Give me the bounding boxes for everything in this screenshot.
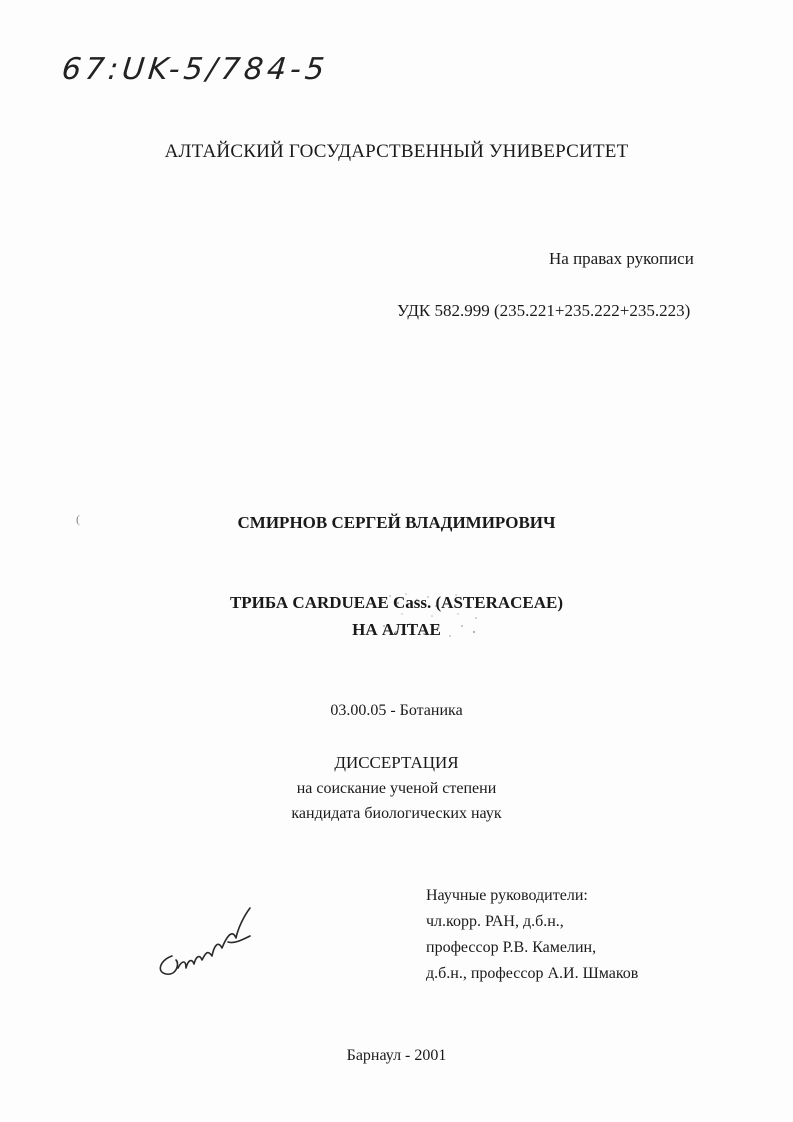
manuscript-note: На правах рукописи [549,249,694,268]
dissertation-title-line-2: НА АЛТАЕ [352,620,441,639]
margin-mark: ( [76,512,80,526]
udc-code: УДК 582.999 (235.221+235.222+235.223) [397,301,691,320]
archive-code-handwritten: 67:UK-5/784-5 [60,52,330,87]
advisors-heading: Научные руководители: [426,887,588,904]
advisor-line-1: чл.корр. РАН, д.б.н., [426,913,564,930]
dissertation-title-line-1: ТРИБА CARDUEAE Cass. (ASTERACEAE) [229,593,564,612]
stamp-smudge [372,588,482,646]
speciality-code: 03.00.05 - Ботаника [330,702,463,719]
dissertation-heading: ДИССЕРТАЦИЯ [334,753,459,772]
advisor-line-3: д.б.н., профессор А.И. Шмаков [426,965,639,982]
university-name: АЛТАЙСКИЙ ГОСУДАРСТВЕННЫЙ УНИВЕРСИТЕТ [164,141,629,162]
city-year: Барнаул - 2001 [346,1047,447,1064]
handwritten-signature [150,898,262,980]
degree-line-2: кандидата биологических наук [291,805,502,822]
author-name: СМИРНОВ СЕРГЕЙ ВЛАДИМИРОВИЧ [237,513,556,532]
degree-line-1: на соискание ученой степени [296,780,497,797]
advisor-line-2: профессор Р.В. Камелин, [426,939,597,956]
